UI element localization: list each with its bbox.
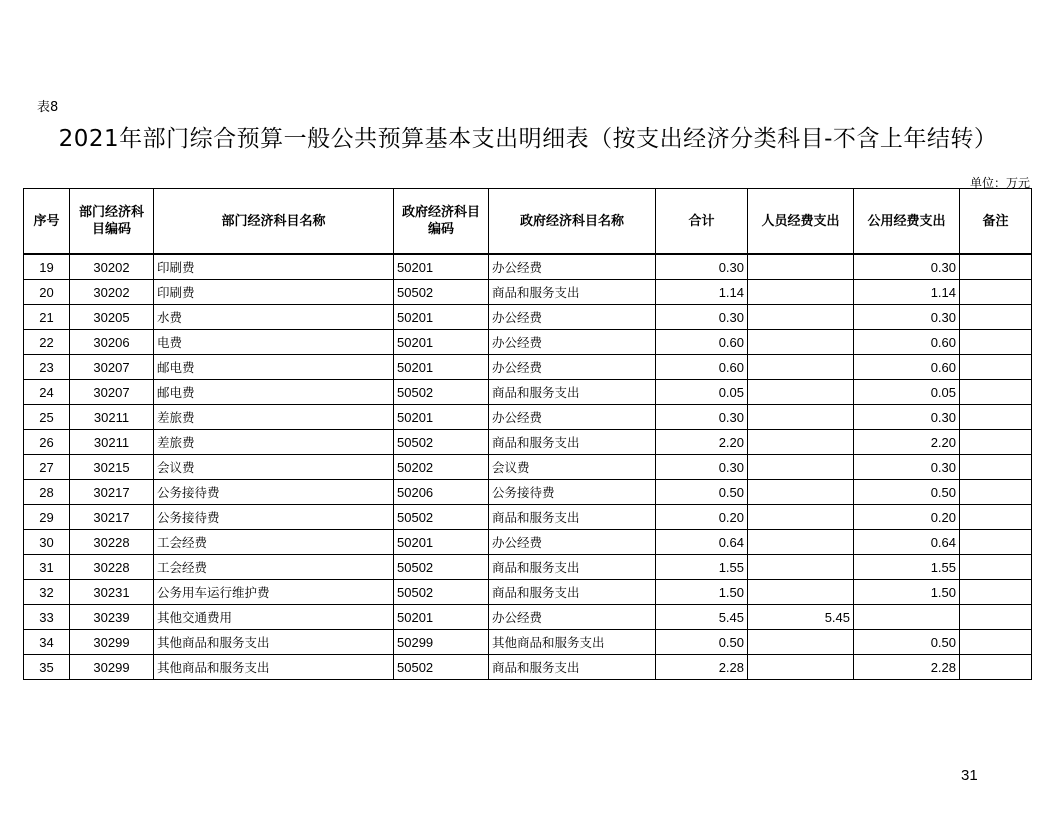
cell-total: 0.05 <box>656 380 748 405</box>
table-row <box>24 280 1032 305</box>
budget-detail-table <box>23 188 1032 680</box>
cell-public: 0.05 <box>854 380 960 405</box>
table-row <box>24 455 1032 480</box>
table-row <box>24 254 1032 280</box>
cell-note <box>960 655 1032 680</box>
table-row <box>24 655 1032 680</box>
cell-personnel <box>748 405 854 430</box>
cell-gov-code: 50202 <box>394 455 489 480</box>
cell-dept-code: 30211 <box>70 430 154 455</box>
cell-seq: 26 <box>24 430 70 455</box>
cell-gov-name: 商品和服务支出 <box>489 505 656 530</box>
table-row <box>24 630 1032 655</box>
cell-dept-name: 印刷费 <box>154 280 394 305</box>
cell-total: 0.30 <box>656 405 748 430</box>
header-seq: 序号 <box>24 189 70 255</box>
cell-gov-name: 办公经费 <box>489 405 656 430</box>
cell-gov-name: 会议费 <box>489 455 656 480</box>
cell-total: 0.30 <box>656 305 748 330</box>
header-dept-name: 部门经济科目名称 <box>154 189 394 255</box>
cell-dept-code: 30228 <box>70 530 154 555</box>
cell-dept-name: 邮电费 <box>154 380 394 405</box>
table-row <box>24 580 1032 605</box>
cell-note <box>960 280 1032 305</box>
cell-public: 0.50 <box>854 630 960 655</box>
table-row <box>24 555 1032 580</box>
cell-public: 0.60 <box>854 330 960 355</box>
cell-personnel <box>748 505 854 530</box>
page-number: 31 <box>961 767 978 784</box>
cell-seq: 32 <box>24 580 70 605</box>
cell-personnel: 5.45 <box>748 605 854 630</box>
table-row <box>24 330 1032 355</box>
cell-total: 0.20 <box>656 505 748 530</box>
cell-seq: 33 <box>24 605 70 630</box>
cell-seq: 29 <box>24 505 70 530</box>
cell-note <box>960 405 1032 430</box>
cell-dept-code: 30299 <box>70 655 154 680</box>
cell-personnel <box>748 555 854 580</box>
cell-note <box>960 330 1032 355</box>
cell-personnel <box>748 530 854 555</box>
cell-public: 0.30 <box>854 405 960 430</box>
cell-public: 0.30 <box>854 455 960 480</box>
cell-dept-code: 30207 <box>70 355 154 380</box>
table-row <box>24 380 1032 405</box>
cell-note <box>960 505 1032 530</box>
cell-public: 0.30 <box>854 305 960 330</box>
cell-personnel <box>748 630 854 655</box>
cell-note <box>960 605 1032 630</box>
cell-dept-name: 公务接待费 <box>154 480 394 505</box>
cell-personnel <box>748 380 854 405</box>
cell-seq: 30 <box>24 530 70 555</box>
cell-personnel <box>748 455 854 480</box>
cell-total: 0.60 <box>656 330 748 355</box>
cell-personnel <box>748 330 854 355</box>
cell-dept-code: 30217 <box>70 480 154 505</box>
cell-gov-name: 商品和服务支出 <box>489 555 656 580</box>
cell-total: 1.50 <box>656 580 748 605</box>
cell-gov-name: 办公经费 <box>489 305 656 330</box>
unit-label: 单位：万元 <box>969 176 1030 190</box>
cell-gov-name: 公务接待费 <box>489 480 656 505</box>
cell-gov-code: 50502 <box>394 555 489 580</box>
table-row <box>24 430 1032 455</box>
header-gov-code: 政府经济科目编码 <box>394 189 489 255</box>
cell-note <box>960 555 1032 580</box>
cell-dept-code: 30231 <box>70 580 154 605</box>
cell-gov-name: 商品和服务支出 <box>489 430 656 455</box>
cell-total: 2.20 <box>656 430 748 455</box>
cell-gov-name: 办公经费 <box>489 355 656 380</box>
cell-dept-name: 印刷费 <box>154 254 394 280</box>
cell-public: 0.20 <box>854 505 960 530</box>
cell-gov-code: 50299 <box>394 630 489 655</box>
cell-public: 1.14 <box>854 280 960 305</box>
cell-dept-code: 30215 <box>70 455 154 480</box>
cell-total: 5.45 <box>656 605 748 630</box>
cell-dept-name: 差旅费 <box>154 430 394 455</box>
cell-dept-name: 其他商品和服务支出 <box>154 630 394 655</box>
cell-seq: 22 <box>24 330 70 355</box>
cell-seq: 28 <box>24 480 70 505</box>
cell-dept-name: 水费 <box>154 305 394 330</box>
cell-gov-name: 商品和服务支出 <box>489 280 656 305</box>
cell-public: 0.60 <box>854 355 960 380</box>
page-title: 2021年部门综合预算一般公共预算基本支出明细表（按支出经济分类科目-不含上年结转） <box>58 126 998 152</box>
table-row <box>24 405 1032 430</box>
cell-personnel <box>748 430 854 455</box>
cell-dept-code: 30228 <box>70 555 154 580</box>
header-dept-code: 部门经济科目编码 <box>70 189 154 255</box>
cell-note <box>960 580 1032 605</box>
table-row <box>24 505 1032 530</box>
cell-total: 0.30 <box>656 455 748 480</box>
cell-seq: 31 <box>24 555 70 580</box>
table-row <box>24 605 1032 630</box>
cell-dept-code: 30202 <box>70 254 154 280</box>
cell-dept-name: 其他交通费用 <box>154 605 394 630</box>
cell-gov-name: 办公经费 <box>489 605 656 630</box>
cell-total: 2.28 <box>656 655 748 680</box>
cell-total: 0.50 <box>656 480 748 505</box>
table-label: 表8 <box>37 100 59 115</box>
cell-public: 1.55 <box>854 555 960 580</box>
cell-total: 1.14 <box>656 280 748 305</box>
header-total: 合计 <box>656 189 748 255</box>
cell-gov-code: 50206 <box>394 480 489 505</box>
cell-note <box>960 380 1032 405</box>
cell-dept-name: 差旅费 <box>154 405 394 430</box>
cell-seq: 25 <box>24 405 70 430</box>
table-row <box>24 305 1032 330</box>
cell-dept-name: 会议费 <box>154 455 394 480</box>
cell-gov-name: 商品和服务支出 <box>489 655 656 680</box>
cell-gov-code: 50201 <box>394 605 489 630</box>
cell-gov-name: 办公经费 <box>489 330 656 355</box>
cell-dept-name: 电费 <box>154 330 394 355</box>
table-row <box>24 480 1032 505</box>
cell-note <box>960 480 1032 505</box>
cell-personnel <box>748 480 854 505</box>
cell-public <box>854 605 960 630</box>
cell-gov-code: 50502 <box>394 655 489 680</box>
cell-gov-code: 50502 <box>394 430 489 455</box>
cell-personnel <box>748 655 854 680</box>
cell-seq: 34 <box>24 630 70 655</box>
cell-note <box>960 630 1032 655</box>
cell-public: 2.28 <box>854 655 960 680</box>
header-gov-name: 政府经济科目名称 <box>489 189 656 255</box>
cell-public: 0.30 <box>854 254 960 280</box>
cell-note <box>960 254 1032 280</box>
cell-public: 0.50 <box>854 480 960 505</box>
cell-seq: 21 <box>24 305 70 330</box>
cell-dept-name: 工会经费 <box>154 555 394 580</box>
cell-public: 2.20 <box>854 430 960 455</box>
cell-personnel <box>748 580 854 605</box>
cell-note <box>960 305 1032 330</box>
cell-gov-code: 50201 <box>394 530 489 555</box>
cell-total: 0.50 <box>656 630 748 655</box>
cell-total: 1.55 <box>656 555 748 580</box>
cell-dept-code: 30217 <box>70 505 154 530</box>
cell-seq: 19 <box>24 254 70 280</box>
cell-gov-code: 50201 <box>394 355 489 380</box>
cell-gov-code: 50502 <box>394 380 489 405</box>
cell-total: 0.60 <box>656 355 748 380</box>
cell-dept-code: 30206 <box>70 330 154 355</box>
cell-total: 0.30 <box>656 254 748 280</box>
cell-dept-name: 公务接待费 <box>154 505 394 530</box>
cell-seq: 35 <box>24 655 70 680</box>
cell-personnel <box>748 355 854 380</box>
cell-seq: 24 <box>24 380 70 405</box>
cell-dept-code: 30299 <box>70 630 154 655</box>
cell-gov-code: 50502 <box>394 280 489 305</box>
header-row <box>24 189 1032 255</box>
header-personnel: 人员经费支出 <box>748 189 854 255</box>
cell-gov-code: 50201 <box>394 254 489 280</box>
header-public: 公用经费支出 <box>854 189 960 255</box>
cell-public: 0.64 <box>854 530 960 555</box>
cell-dept-name: 公务用车运行维护费 <box>154 580 394 605</box>
cell-dept-code: 30211 <box>70 405 154 430</box>
cell-dept-name: 其他商品和服务支出 <box>154 655 394 680</box>
cell-dept-code: 30202 <box>70 280 154 305</box>
cell-note <box>960 355 1032 380</box>
cell-dept-name: 工会经费 <box>154 530 394 555</box>
cell-total: 0.64 <box>656 530 748 555</box>
cell-public: 1.50 <box>854 580 960 605</box>
cell-dept-code: 30207 <box>70 380 154 405</box>
cell-note <box>960 430 1032 455</box>
cell-seq: 27 <box>24 455 70 480</box>
cell-gov-name: 商品和服务支出 <box>489 380 656 405</box>
cell-gov-name: 办公经费 <box>489 254 656 280</box>
header-note: 备注 <box>960 189 1032 255</box>
cell-personnel <box>748 305 854 330</box>
cell-gov-code: 50502 <box>394 505 489 530</box>
cell-gov-name: 其他商品和服务支出 <box>489 630 656 655</box>
cell-dept-code: 30205 <box>70 305 154 330</box>
table-row <box>24 530 1032 555</box>
cell-gov-name: 商品和服务支出 <box>489 580 656 605</box>
cell-gov-code: 50201 <box>394 330 489 355</box>
table-body <box>24 254 1032 680</box>
cell-gov-code: 50502 <box>394 580 489 605</box>
table-row <box>24 355 1032 380</box>
cell-dept-code: 30239 <box>70 605 154 630</box>
cell-dept-name: 邮电费 <box>154 355 394 380</box>
cell-gov-code: 50201 <box>394 405 489 430</box>
cell-note <box>960 455 1032 480</box>
cell-gov-name: 办公经费 <box>489 530 656 555</box>
cell-gov-code: 50201 <box>394 305 489 330</box>
cell-seq: 20 <box>24 280 70 305</box>
cell-note <box>960 530 1032 555</box>
cell-personnel <box>748 280 854 305</box>
cell-seq: 23 <box>24 355 70 380</box>
cell-personnel <box>748 254 854 280</box>
